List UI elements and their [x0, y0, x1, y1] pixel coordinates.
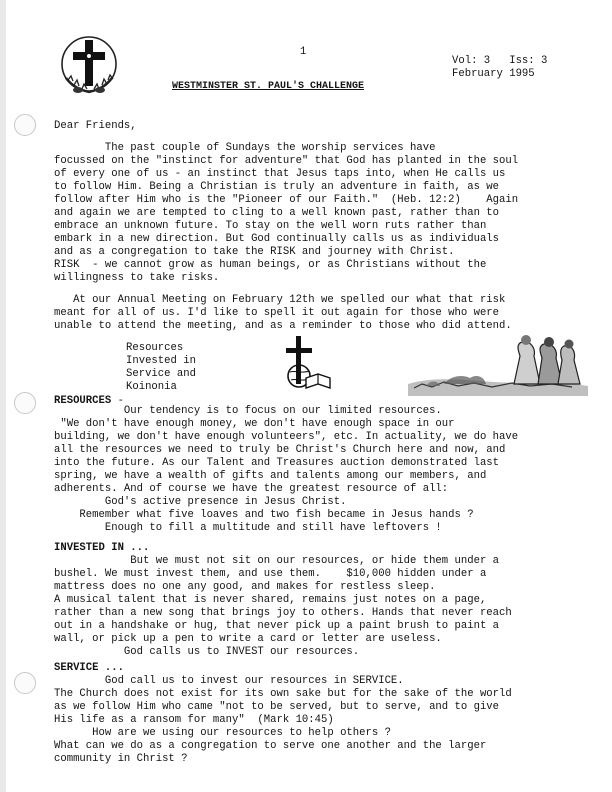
text-line: as we follow Him who came "not to be served, but to serve, and to give [54, 701, 500, 713]
text-line: to follow Him. Being a Christian is truly an adventure in faith, as we [54, 181, 500, 193]
text-line: God call us to invest our resources in SERVICE. [54, 675, 404, 687]
text-line: The Church does not exist for its own sake but for the sake of the world [54, 688, 512, 700]
newsletter-title: WESTMINSTER ST. PAUL'S CHALLENGE [172, 81, 365, 92]
text-line: RISK - we cannot grow as human beings, or as Christians without the [54, 259, 487, 271]
text-line: God calls us to INVEST our resources. [54, 646, 360, 658]
text-line: Remember what five loaves and two fish became in Jesus hands ? [54, 509, 474, 521]
text-line: willingness to take risks. [54, 272, 220, 284]
text-line: and as a congregation to take the RISK and journey with Christ. [54, 246, 455, 258]
text-line: rather than a new song that brings joy to others. Hands that never reach [54, 607, 512, 619]
text-line: At our Annual Meeting on February 12th we spelled our what that risk [54, 294, 506, 306]
punch-hole-bottom [14, 672, 36, 694]
text-line: adherents. And of course we have the greatest resource of all: [54, 483, 449, 495]
section-heading: RESOURCES [54, 395, 112, 407]
text-line: But we must not sit on our resources, or hide them under a [54, 555, 500, 567]
acronym-line: Resources [126, 342, 184, 354]
acronym-line: Koinonia [126, 381, 177, 393]
text-line: What can we do as a congregation to serve one another and the larger [54, 740, 487, 752]
punch-hole-top [14, 114, 36, 136]
section-heading: SERVICE ... [54, 662, 124, 674]
volume-issue: Vol: 3 Iss: 3 [452, 55, 548, 67]
salutation: Dear Friends, [54, 120, 137, 132]
text-line: wall, or pick up a pen to write a card or letter are useless. [54, 633, 442, 645]
issue-date: February 1995 [452, 68, 535, 80]
text-line: bushel. We must invest them, and use them. $10,000 hidden under a [54, 568, 487, 580]
text-line: follow after Him who is the "Pioneer of our Faith." (Heb. 12:2) Again [54, 194, 519, 206]
text-line: into the future. As our Talent and Treasures auction demonstrated last [54, 457, 500, 469]
text-line: of every one of us - an instinct that Jesus taps into, when He calls us [54, 168, 506, 180]
text-line: unable to attend the meeting, and as a reminder to those who did attend. [54, 320, 512, 332]
text-line: meant for all of us. I'd like to spell it out again for those who were [54, 307, 500, 319]
section-heading: INVESTED IN ... [54, 542, 150, 554]
punch-hole-middle [14, 392, 36, 414]
text-line: spring, we have a wealth of gifts and talents among our members, and [54, 470, 487, 482]
text-line: A musical talent that is never shared, remains just notes on a page, [54, 594, 487, 606]
text-line: embark in a new direction. But God continually calls us as individuals [54, 233, 500, 245]
acronym-line: Service and [126, 368, 196, 380]
text-line: building, we don't have enough volunteers", etc. In actuality, we do have [54, 431, 519, 443]
text-line: focussed on the "instinct for adventure" that God has planted in the soul [54, 155, 519, 167]
page-number: 1 [300, 46, 307, 58]
text-line: and again we are tempted to cling to a well known past, rather than to [54, 207, 500, 219]
scan-edge-shadow [0, 0, 6, 792]
text-line: How are we using our resources to help others ? [54, 727, 391, 739]
text-line: Enough to fill a multitude and still have leftovers ! [54, 522, 442, 534]
cross-wreath-logo-icon [58, 30, 120, 100]
acronym-line: Invested in [126, 355, 196, 367]
cross-globe-bible-icon [282, 334, 334, 394]
text-line: His life as a ransom for many" (Mark 10:45) [54, 714, 334, 726]
text-line: "We don't have enough money, we don't have enough space in our [54, 418, 455, 430]
heading-dash: - [111, 395, 124, 407]
nativity-figures-illustration [404, 330, 590, 398]
text-line: embrace an unknown future. To stay on the well worn ruts rather than [54, 220, 487, 232]
text-line: The past couple of Sundays the worship services have [54, 142, 436, 154]
text-line: mattress does no one any good, and makes for restless sleep. [54, 581, 436, 593]
text-line: all the resources we need to truly be Christ's Church here and now, and [54, 444, 506, 456]
text-line: out in a handshake or hug, that never pick up a paint brush to paint a [54, 620, 500, 632]
text-line: God's active presence in Jesus Christ. [54, 496, 347, 508]
text-line: community in Christ ? [54, 753, 188, 765]
text-line: Our tendency is to focus on our limited resources. [54, 405, 442, 417]
